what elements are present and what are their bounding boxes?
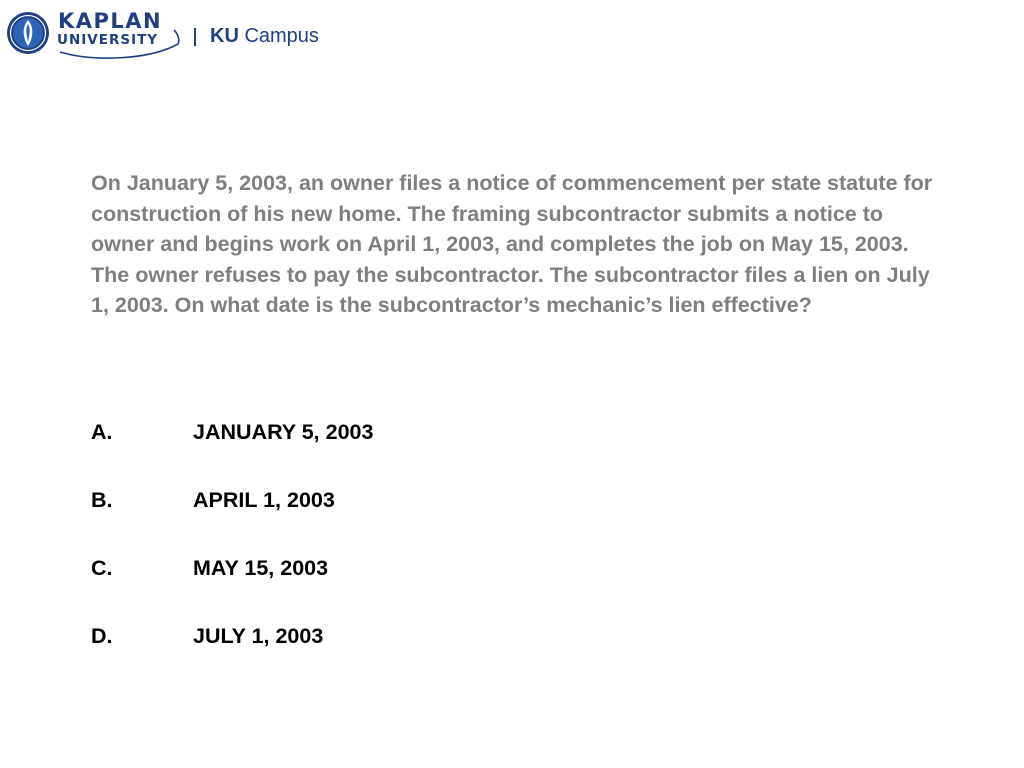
option-text: JULY 1, 2003 — [193, 624, 324, 648]
option-text: APRIL 1, 2003 — [193, 488, 335, 512]
ku-campus-label — [210, 24, 319, 48]
answer-option-d[interactable] — [91, 621, 373, 689]
campus-word: Campus — [238, 25, 319, 47]
question-text: On January 5, 2003, an owner files a notice of commencement per state statute for construction of his new home. The framing subcontractor submits a notice to owner and begins work on April 1, 2003, and completes the job on May 15, 2003. The owner refuses to pay the subcontractor. The subcontractor files a lien on July 1, 2003. On what date is the subcontractor’s mechanic’s lien effective? — [91, 171, 933, 318]
logo-swoosh-icon — [54, 8, 184, 60]
kaplan-seal-icon — [6, 11, 50, 55]
logo-line-university: UNIVERSITY — [57, 32, 159, 48]
kaplan-university-logo — [54, 8, 184, 60]
option-letter: C. — [91, 556, 113, 580]
header-divider — [194, 28, 196, 46]
campus-ku: KU — [210, 25, 239, 47]
answer-option-b[interactable] — [91, 485, 373, 553]
answer-option-c[interactable] — [91, 553, 373, 621]
answer-options — [91, 417, 373, 689]
option-letter: B. — [91, 488, 113, 512]
option-text: MAY 15, 2003 — [193, 556, 329, 580]
header — [6, 8, 336, 60]
logo-line-kaplan: KAPLAN — [58, 9, 163, 33]
answer-option-a[interactable] — [91, 417, 373, 485]
option-letter: A. — [91, 420, 113, 444]
option-letter: D. — [91, 624, 113, 648]
option-text: JANUARY 5, 2003 — [193, 420, 374, 444]
